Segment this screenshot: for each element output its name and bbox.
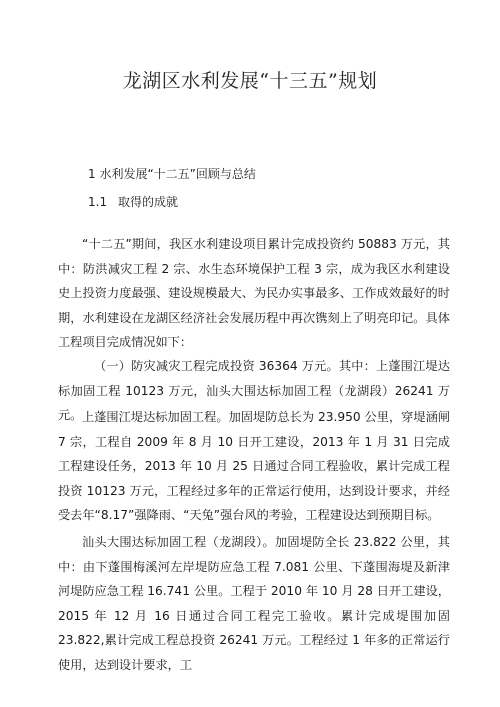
paragraph-disaster-prevention: （一）防灾减灾工程完成投资 36364 万元。其中：上蓬围江堤达标加固工程 10123 万元，汕头大围达标加固工程（龙湖段）26241 万元。 — [58, 359, 450, 423]
subsection-number: 1.1 — [88, 195, 108, 209]
subsection-heading — [88, 193, 178, 210]
paragraph-shantou-dawei-project: 汕头大围达标加固工程（龙湖段）。加固堤防全长 23.822 公里，其中：由下蓬围梅溪河左岸堤防应急工程 7.081 公里、下蓬围海堤及新津河堤防应急工程 16.741 公里。工程于 2010 年 10 月 28 日开工建设，2015 年 12 月 16 日通过合同工程完工验收。累计完成堤围加固 23.822,累计完成工程总投资 26241 万元。工程经过 1 年多的正常运行使用，达到设计要求，工 — [58, 535, 450, 672]
paragraph-summary: “十二五”期间，我区水利建设项目累计完成投资约 50883 万元，其中：防洪减灾工程 2 宗、水生态环境保护工程 3 宗，成为我区水利建设史上投资力度最强、建设规模最大、为民办实事最多、工作成效最好的时期，水利建设在龙湖区经济社会发展历程中再次镌刻上了明亮印记。具体工程项目完成情况如下： — [58, 237, 450, 350]
section-heading: 1 水利发展“十二五”回顾与总结 — [88, 167, 256, 181]
paragraph-shangpengwei-project: 上蓬围江堤达标加固工程。加固堤防总长为 23.950 公里，穿堤涵闸 7 宗，工程自 2009 年 8 月 10 日开工建设，2013 年 1 月 31 日完成工程建设任务，2013 年 10 月 25 日通过合同工程验收，累计完成工程投资 10123 万元，工程经过多年的正常运行使用，达到设计要求，并经受去年“8.17”强降雨、“天兔”强台风的考验，工程建设达到预期目标。 — [58, 410, 450, 523]
document-title: 龙湖区水利发展“十三五”规划 — [122, 70, 378, 92]
subsection-title: 取得的成就 — [118, 195, 179, 209]
